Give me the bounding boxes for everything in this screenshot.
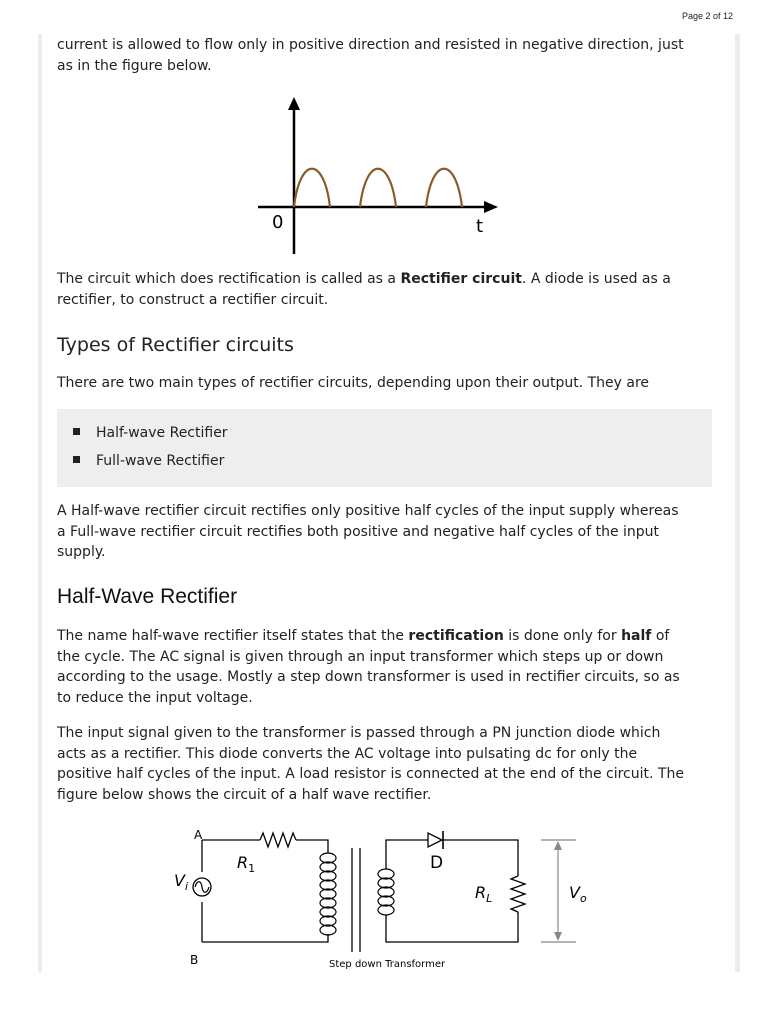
vo-arrow-up [554, 841, 562, 850]
paragraph-half-wave-name [57, 626, 717, 708]
label-r1-main: R [237, 853, 249, 872]
label-vi-sub: i [184, 880, 189, 893]
paragraph-line: to reduce the input voltage. [57, 689, 253, 706]
label-b: B [190, 953, 199, 967]
paragraph-line: the cycle. The AC signal is given through an input transformer which steps up or down [57, 648, 664, 665]
paragraph-text: . A diode is used as a [521, 271, 671, 287]
paragraph-line: figure below shows the circuit of a half wave rectifier. [57, 786, 432, 803]
paragraph-line: rectifier, to construct a rectifier circuit. [57, 291, 329, 308]
waveform-half-cycles [294, 169, 462, 207]
label-vo-main: V [569, 883, 580, 902]
paragraph-text: The name half-wave rectifier itself states that the [57, 628, 409, 644]
diode-triangle [428, 833, 442, 847]
wire-primary-top-b [296, 840, 328, 853]
paragraph-line: acts as a rectifier. This diode converts the AC voltage into pulsating dc for only the [57, 745, 638, 762]
label-rl [475, 883, 492, 905]
paragraph-two-types: There are two main types of rectifier circuits, depending upon their output. They are [57, 375, 650, 391]
paragraph-line: as in the figure below. [57, 57, 212, 74]
paragraph-text: The circuit which does rectification is called as a [57, 271, 401, 287]
waveform-x-axis-arrow [484, 201, 498, 213]
heading-half-wave-rectifier: Half-Wave Rectifier [57, 585, 238, 608]
waveform-origin-label: 0 [272, 212, 284, 233]
label-rl-sub: L [486, 892, 493, 905]
label-vo-sub: o [579, 892, 587, 905]
paragraph-rectifier-circuit [57, 269, 717, 310]
paragraph-line: The input signal given to the transformer is passed through a PN junction diode which [57, 725, 661, 741]
vo-arrow-down [554, 932, 562, 941]
resistor-r1 [260, 833, 296, 847]
paragraph-line: supply. [57, 544, 106, 560]
bold-term-rectification: rectification [408, 628, 504, 644]
paragraph-line: according to the usage. Mostly a step down transformer is used in rectifier circuits, so as [57, 669, 680, 685]
label-rl-main: R [475, 883, 487, 902]
paragraph-current-flow [57, 35, 717, 76]
paragraph-line: current is allowed to flow only in positive direction and resisted in negative direction, just [57, 37, 684, 53]
label-r1 [237, 853, 255, 875]
label-vi-main: V [174, 871, 185, 890]
paragraph-text: is done only for [503, 628, 622, 644]
list-item-full-wave [73, 453, 224, 469]
rectifier-types-list [57, 409, 712, 487]
wire-secondary-right-bottom [386, 912, 518, 942]
rectified-waveform-figure [252, 96, 502, 256]
list-item-label: Full-wave Rectifier [96, 453, 225, 469]
half-wave-rectifier-circuit [164, 824, 614, 972]
heading-types-of-rectifier-circuits: Types of Rectifier circuits [57, 334, 294, 356]
secondary-coil [378, 869, 394, 915]
bold-term-rectifier-circuit: Rectifier circuit [400, 271, 522, 287]
list-item-label: Half-wave Rectifier [96, 425, 228, 441]
label-r1-sub: 1 [248, 862, 256, 875]
paragraph-half-vs-full [57, 501, 717, 563]
paragraph-line: a Full-wave rectifier circuit rectifies both positive and negative half cycles of the input [57, 523, 660, 540]
wire-primary-bottom [202, 934, 328, 942]
primary-coil [320, 853, 336, 935]
label-vo [569, 883, 587, 905]
document-page [38, 34, 740, 972]
bullet-icon [73, 428, 80, 435]
wire-secondary-right-top [443, 840, 518, 876]
bullet-icon [73, 456, 80, 463]
page-indicator: Page 2 of 12 [681, 11, 733, 21]
label-vi [174, 871, 188, 893]
wire-secondary-top [386, 840, 428, 869]
paragraph-text: of [651, 628, 670, 644]
label-d: D [430, 853, 444, 873]
resistor-rl [511, 876, 525, 912]
paragraph-line: positive half cycles of the input. A load resistor is connected at the end of the circuit. The [57, 766, 684, 782]
waveform-y-axis-arrow [288, 97, 300, 110]
waveform-t-label: t [476, 216, 484, 237]
bold-term-half: half [621, 628, 652, 644]
list-item-half-wave [73, 425, 228, 441]
paragraph-input-signal [57, 723, 717, 805]
label-a: A [194, 828, 203, 842]
paragraph-line: A Half-wave rectifier circuit rectifies only positive half cycles of the input supply whereas [57, 503, 679, 519]
transformer-caption: Step down Transformer [329, 959, 446, 970]
